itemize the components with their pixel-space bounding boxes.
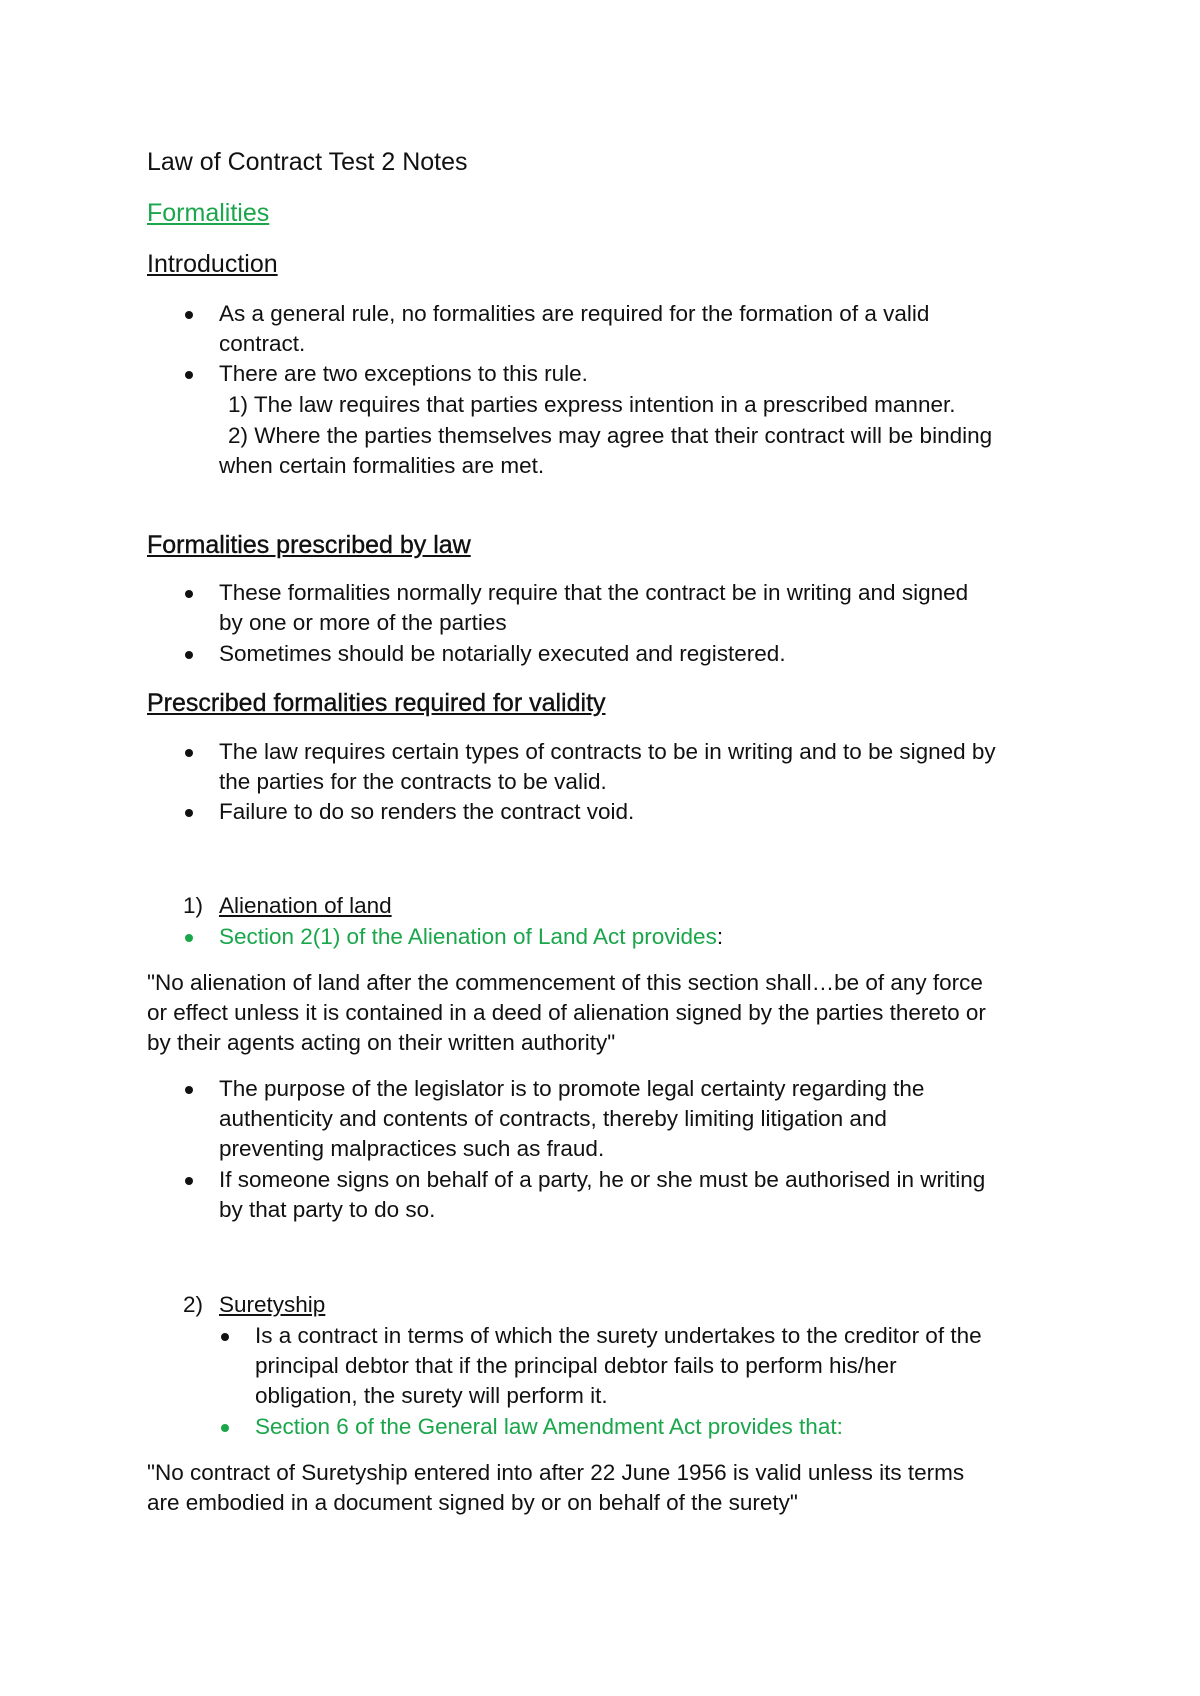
heading-introduction: Introduction bbox=[147, 250, 278, 278]
heading-formalities-prescribed-by-law: Formalities prescribed by law bbox=[147, 531, 471, 559]
validity-bullet-1-line-1: The law requires certain types of contracts to be in writing and to be signed by bbox=[219, 739, 996, 764]
suretyship-bullet-1-line-1: Is a contract in terms of which the surety undertakes to the creditor of the bbox=[255, 1323, 982, 1348]
intro-exception-2-line-2: when certain formalities are met. bbox=[219, 453, 545, 478]
item-number-2: 2) bbox=[183, 1292, 204, 1317]
alienation-bullet-1-line-3: preventing malpractices such as fraud. bbox=[219, 1136, 605, 1161]
prescribed-bullet-1-line-1: These formalities normally require that the contract be in writing and signed bbox=[219, 580, 969, 605]
document-title: Law of Contract Test 2 Notes bbox=[147, 148, 468, 176]
item-number-1: 1) bbox=[183, 893, 204, 918]
intro-exception-2-line-1: 2) Where the parties themselves may agree that their contract will be binding bbox=[228, 423, 993, 448]
bullet-dot bbox=[185, 934, 193, 942]
alienation-section-text: Section 2(1) of the Alienation of Land Act provides bbox=[219, 924, 717, 949]
bullet-dot bbox=[185, 371, 193, 379]
bullet-dot bbox=[185, 1086, 193, 1094]
intro-bullet-1-line-1: As a general rule, no formalities are required for the formation of a valid bbox=[219, 301, 930, 326]
suretyship-bullet-1-line-3: obligation, the surety will perform it. bbox=[255, 1383, 608, 1408]
bullet-dot bbox=[185, 1177, 193, 1185]
intro-bullet-2: There are two exceptions to this rule. bbox=[219, 361, 588, 386]
alienation-section-colon: : bbox=[716, 924, 724, 949]
alienation-quote-line-3: by their agents acting on their written authority" bbox=[147, 1030, 616, 1055]
bullet-dot bbox=[185, 749, 193, 757]
alienation-of-land-label: Alienation of land bbox=[219, 893, 392, 918]
suretyship-quote-line-1: "No contract of Suretyship entered into after 22 June 1956 is valid unless its terms bbox=[147, 1460, 965, 1485]
section-heading-formalities: Formalities bbox=[147, 199, 270, 227]
bullet-dot bbox=[185, 590, 193, 598]
suretyship-section-reference: Section 6 of the General law Amendment Act provides that: bbox=[255, 1414, 843, 1439]
validity-bullet-1-line-2: the parties for the contracts to be valid. bbox=[219, 769, 607, 794]
suretyship-quote-line-2: are embodied in a document signed by or on behalf of the surety" bbox=[147, 1490, 798, 1515]
bullet-dot bbox=[185, 809, 193, 817]
prescribed-bullet-2: Sometimes should be notarially executed and registered. bbox=[219, 641, 786, 666]
intro-bullet-1-line-2: contract. bbox=[219, 331, 306, 356]
prescribed-bullet-1-line-2: by one or more of the parties bbox=[219, 610, 507, 635]
heading-required-for-validity: Prescribed formalities required for validity bbox=[147, 689, 606, 717]
alienation-bullet-2-line-1: If someone signs on behalf of a party, he or she must be authorised in writing bbox=[219, 1167, 986, 1192]
bullet-dot bbox=[221, 1424, 229, 1432]
bullet-dot bbox=[221, 1333, 229, 1341]
alienation-quote-line-2: or effect unless it is contained in a deed of alienation signed by the parties thereto or bbox=[147, 1000, 986, 1025]
intro-exception-1: 1) The law requires that parties express intention in a prescribed manner. bbox=[228, 392, 956, 417]
suretyship-label: Suretyship bbox=[219, 1292, 326, 1317]
alienation-bullet-1-line-2: authenticity and contents of contracts, thereby limiting litigation and bbox=[219, 1106, 887, 1131]
alienation-section-reference bbox=[219, 922, 723, 952]
alienation-bullet-2-line-2: by that party to do so. bbox=[219, 1197, 436, 1222]
suretyship-bullet-1-line-2: principal debtor that if the principal debtor fails to perform his/her bbox=[255, 1353, 897, 1378]
validity-bullet-2: Failure to do so renders the contract void. bbox=[219, 799, 635, 824]
alienation-bullet-1-line-1: The purpose of the legislator is to promote legal certainty regarding the bbox=[219, 1076, 925, 1101]
alienation-quote-line-1: "No alienation of land after the commencement of this section shall…be of any force bbox=[147, 970, 983, 995]
bullet-dot bbox=[185, 311, 193, 319]
bullet-dot bbox=[185, 651, 193, 659]
